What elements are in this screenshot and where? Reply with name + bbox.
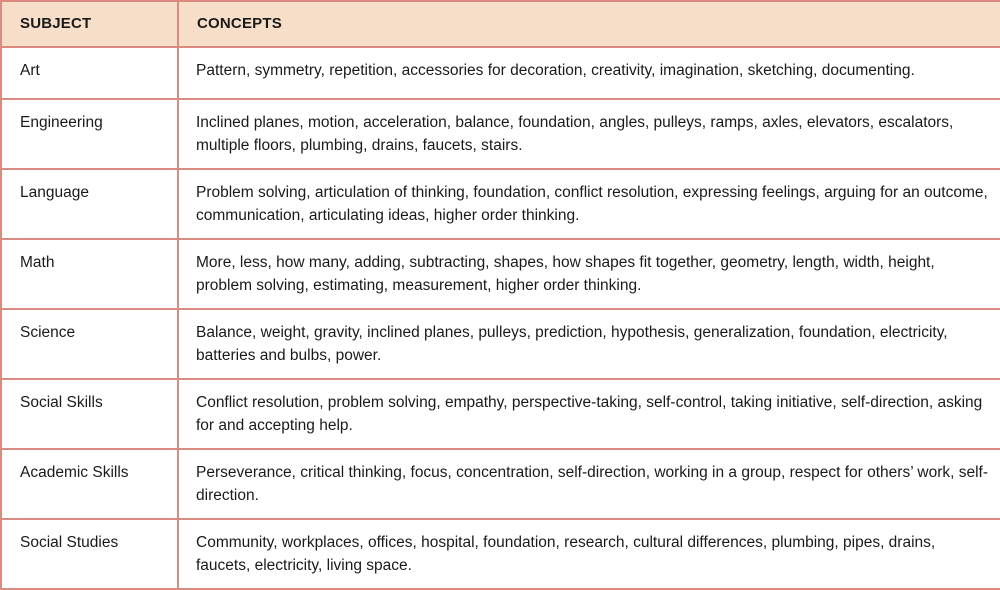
header-concepts: CONCEPTS <box>178 1 1000 47</box>
concepts-cell: Community, workplaces, offices, hospital, foundation, research, cultural differences, plumbing, pipes, drains, faucets, electricity, living space. <box>178 519 1000 589</box>
subject-cell: Science <box>1 309 178 379</box>
subject-cell: Engineering <box>1 99 178 169</box>
header-subject: SUBJECT <box>1 1 178 47</box>
table-row-academic-skills <box>1 449 1000 519</box>
subject-cell: Social Skills <box>1 379 178 449</box>
table-row-science <box>1 309 1000 379</box>
table-row-social-skills <box>1 379 1000 449</box>
subject-cell: Art <box>1 47 178 99</box>
subject-cell: Language <box>1 169 178 239</box>
concepts-cell: Problem solving, articulation of thinking, foundation, conflict resolution, expressing feelings, arguing for an outcome, communication, articulating ideas, higher order thinking. <box>178 169 1000 239</box>
subject-cell: Social Studies <box>1 519 178 589</box>
subject-cell: Academic Skills <box>1 449 178 519</box>
concepts-cell: Pattern, symmetry, repetition, accessories for decoration, creativity, imagination, sketching, documenting. <box>178 47 1000 99</box>
concepts-cell: More, less, how many, adding, subtracting, shapes, how shapes fit together, geometry, length, width, height, problem solving, estimating, measurement, higher order thinking. <box>178 239 1000 309</box>
concepts-cell: Conflict resolution, problem solving, empathy, perspective-taking, self-control, taking initiative, self-direction, asking for and accepting help. <box>178 379 1000 449</box>
table-header <box>1 1 1000 47</box>
table-row-math <box>1 239 1000 309</box>
subject-cell: Math <box>1 239 178 309</box>
table-row-art <box>1 47 1000 99</box>
concepts-cell: Perseverance, critical thinking, focus, concentration, self-direction, working in a group, respect for others’ work, self-direction. <box>178 449 1000 519</box>
header-row <box>1 1 1000 47</box>
concepts-cell: Inclined planes, motion, acceleration, balance, foundation, angles, pulleys, ramps, axles, elevators, escalators, multiple floors, plumbing, drains, faucets, stairs. <box>178 99 1000 169</box>
table-body <box>1 47 1000 589</box>
table-row-social-studies <box>1 519 1000 589</box>
table-row-language <box>1 169 1000 239</box>
table-row-engineering <box>1 99 1000 169</box>
concepts-cell: Balance, weight, gravity, inclined planes, pulleys, prediction, hypothesis, generalization, foundation, electricity, batteries and bulbs, power. <box>178 309 1000 379</box>
